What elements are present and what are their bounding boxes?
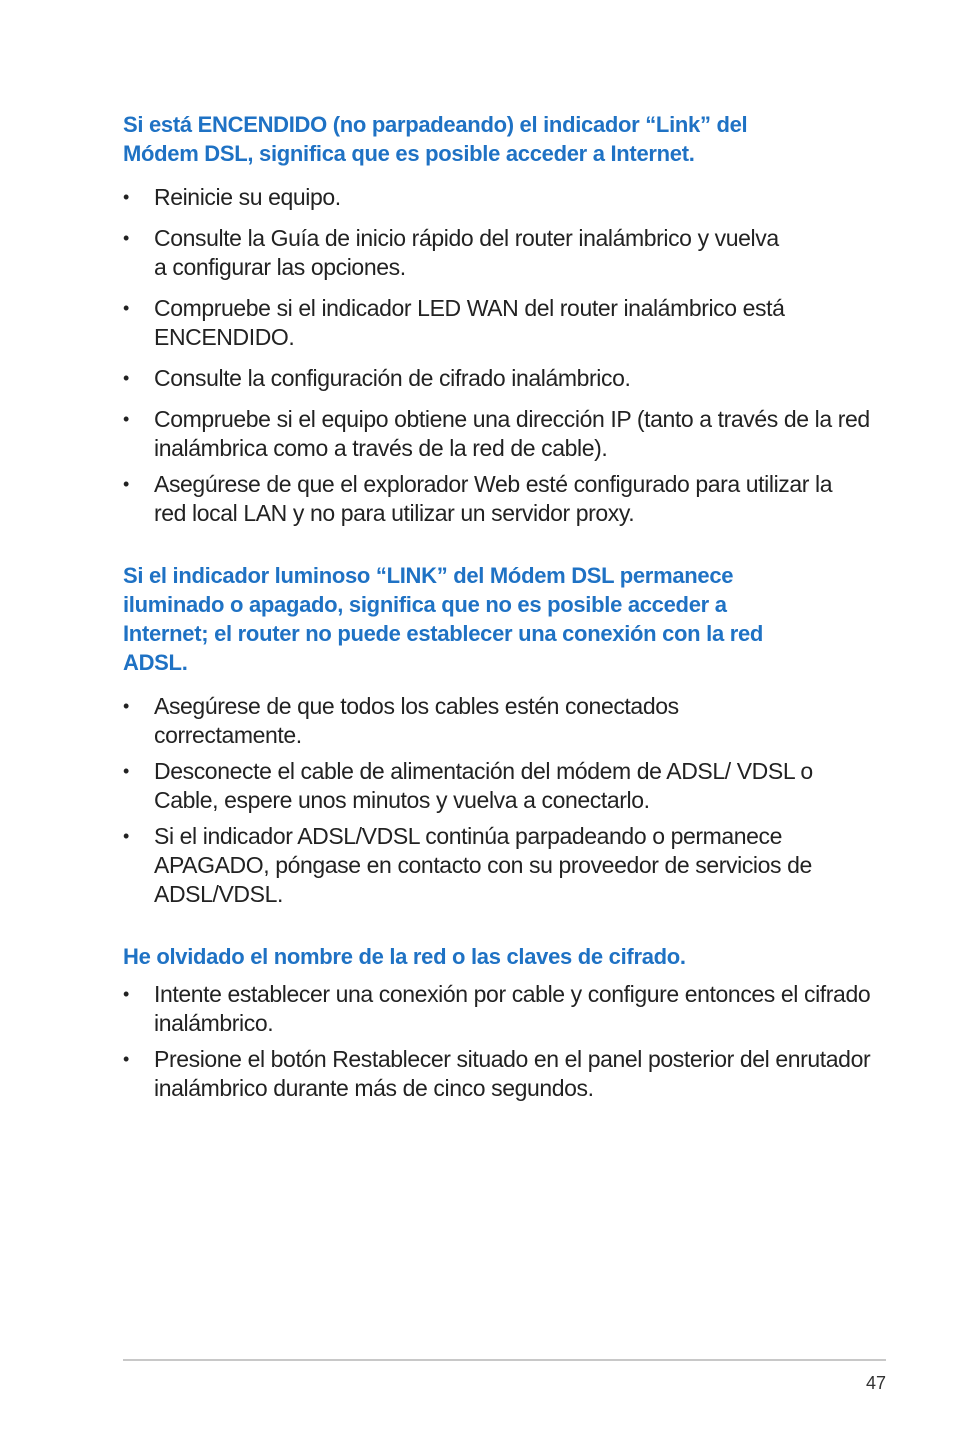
bullet-glyph: • — [123, 1049, 129, 1069]
list-item-text: Compruebe si el indicador LED WAN del router inalámbrico está ENCENDIDO. — [154, 295, 785, 350]
bullet-glyph: • — [123, 409, 129, 429]
list-item-text: Presione el botón Restablecer situado en el panel posterior del enrutador inalámbrico durante más de cinco segundos. — [154, 1046, 871, 1101]
section-heading-forgot-key: He olvidado el nombre de la red o las claves de cifrado. — [123, 944, 686, 969]
list-item-text: Desconecte el cable de alimentación del módem de ADSL/ VDSL o Cable, espere unos minutos y vuelva a conectarlo. — [154, 758, 813, 813]
bullet-glyph: • — [123, 228, 129, 248]
list-item — [123, 692, 774, 750]
page-content — [123, 110, 871, 1103]
list-item — [123, 822, 879, 909]
bullet-list-link-on — [123, 183, 870, 528]
list-item — [123, 364, 853, 393]
list-item — [123, 757, 834, 815]
bullet-glyph: • — [123, 826, 129, 846]
list-item — [123, 1045, 874, 1103]
footer-divider — [123, 1359, 886, 1361]
bullet-glyph: • — [123, 696, 129, 716]
bullet-glyph: • — [123, 984, 129, 1004]
list-item-text: Intente establecer una conexión por cable y configure entonces el cifrado inalámbrico. — [154, 981, 871, 1036]
bullet-glyph: • — [123, 761, 129, 781]
page-number: 47 — [865, 1373, 886, 1393]
list-item — [123, 470, 834, 528]
bullet-list-forgot-key — [123, 980, 871, 1103]
bullet-list-link-off — [123, 692, 853, 909]
section-heading-link-off: Si el indicador luminoso “LINK” del Módem DSL permanece iluminado o apagado, significa que no es posible acceder a Internet; el router no puede establecer una conexión con la red ADSL. — [123, 563, 764, 675]
list-item-text: Reinicie su equipo. — [154, 184, 341, 210]
list-item-text: Compruebe si el equipo obtiene una dirección IP (tanto a través de la red inalámbrica como a través de la red de cable). — [154, 406, 870, 461]
list-item — [123, 224, 794, 282]
list-item-text: Asegúrese de que todos los cables estén conectados correctamente. — [154, 693, 679, 748]
bullet-glyph: • — [123, 298, 129, 318]
list-item-text: Consulte la Guía de inicio rápido del router inalámbrico y vuelva a configurar las opciones. — [154, 225, 779, 280]
list-item-text: Consulte la configuración de cifrado inalámbrico. — [154, 365, 631, 391]
list-item — [123, 405, 879, 463]
list-item — [123, 980, 879, 1038]
section-heading-link-on: Si está ENCENDIDO (no parpadeando) el indicador “Link” del Módem DSL, significa que es posible acceder a Internet. — [123, 112, 748, 166]
bullet-glyph: • — [123, 187, 129, 207]
list-item-text: Si el indicador ADSL/VDSL continúa parpadeando o permanece APAGADO, póngase en contacto con su proveedor de servicios de ADSL/VDSL. — [154, 823, 812, 907]
list-item — [123, 294, 834, 352]
list-item — [123, 183, 853, 212]
list-item-text: Asegúrese de que el explorador Web esté configurado para utilizar la red local LAN y no para utilizar un servidor proxy. — [154, 471, 833, 526]
bullet-glyph: • — [123, 368, 129, 388]
bullet-glyph: • — [123, 474, 129, 494]
